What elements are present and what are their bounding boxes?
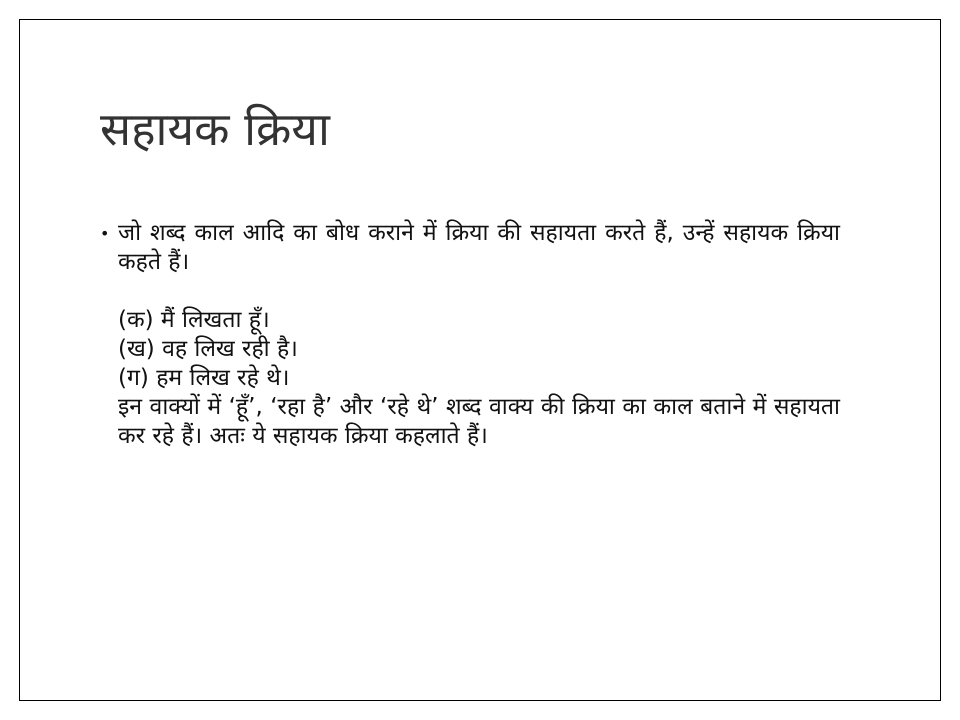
explanation-text: इन वाक्यों में ‘हूँ’, ‘रहा है’ और ‘रहे थे’ शब्द वाक्य की क्रिया का काल बताने में सहायता कर रहे हैं। अतः ये सहायक क्रिया कहलाते हैं। xyxy=(118,394,840,449)
bullet-marker: • xyxy=(100,224,110,243)
paragraph-spacer xyxy=(118,277,840,306)
bullet-item xyxy=(100,219,840,451)
example-line-2: (ख) वह लिख रही है। xyxy=(118,336,298,362)
slide-title: सहायक क्रिया xyxy=(100,102,330,156)
bullet-body xyxy=(118,219,840,451)
slide xyxy=(19,19,941,701)
definition-text: जो शब्द काल आदि का बोध कराने में क्रिया की सहायता करते हैं, उन्हें सहायक क्रिया कहते हैं। xyxy=(118,220,840,275)
slide-content xyxy=(100,219,840,451)
example-line-1: (क) मैं लिखता हूँ। xyxy=(118,307,270,333)
example-line-3: (ग) हम लिख रहे थे। xyxy=(118,365,290,391)
